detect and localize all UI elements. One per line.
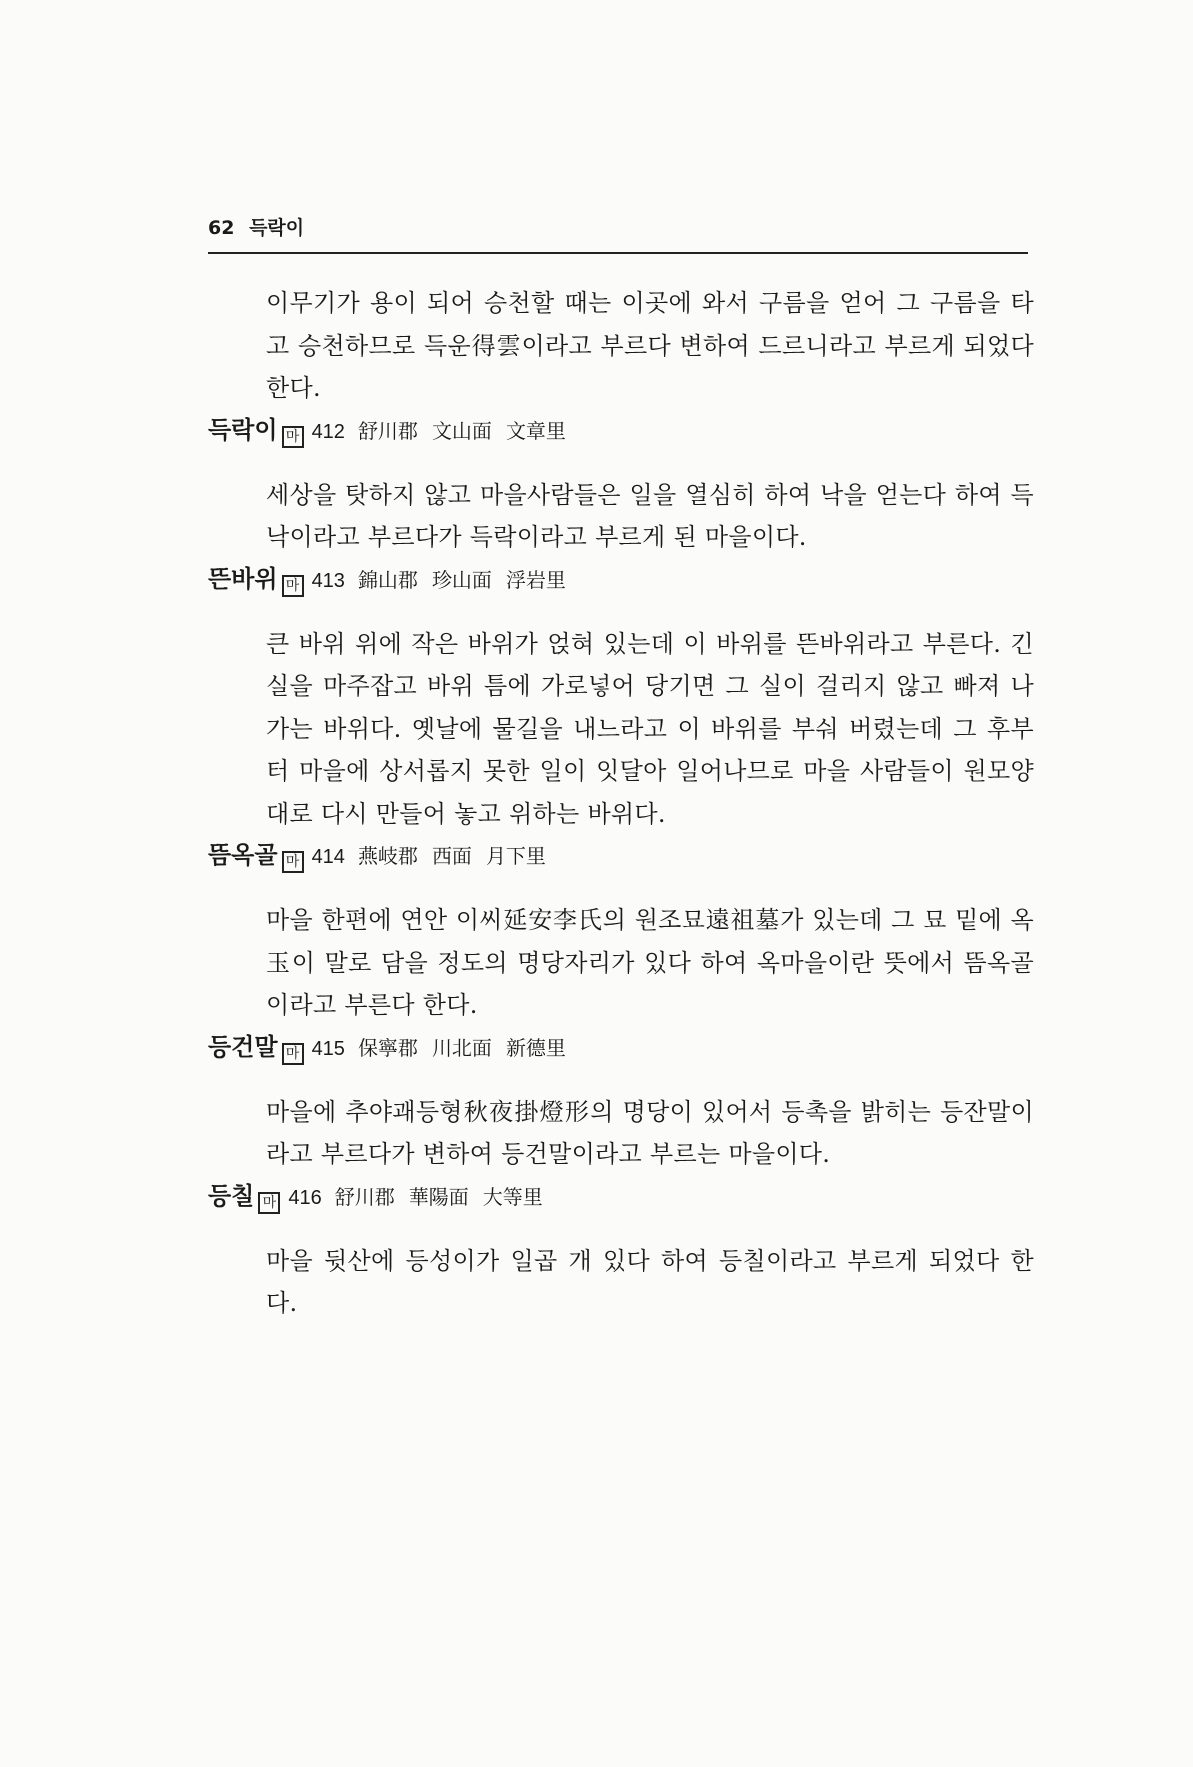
entry-text: 마을에 추야괘등형秋夜掛燈形의 명당이 있어서 등촉을 밝히는 등잔말이라고 부르다가 변하여 등건말이라고 부르는 마을이다. bbox=[266, 1097, 1034, 1168]
running-title: 득락이 bbox=[249, 217, 305, 239]
entry-number: 415 bbox=[311, 1037, 345, 1060]
continued-paragraph: 이무기가 용이 되어 승천할 때는 이곳에 와서 구름을 얻어 그 구름을 타고 승천하므로 득운得雲이라고 부르다 변하여 드르니라고 부르게 되었다 한다. bbox=[266, 289, 1034, 402]
village: 文章里 bbox=[505, 418, 566, 443]
village: 月下里 bbox=[485, 844, 546, 868]
entry-heading bbox=[208, 1027, 1034, 1067]
county: 錦山郡 bbox=[357, 567, 418, 592]
entry bbox=[208, 1027, 1034, 1176]
entry-number: 413 bbox=[311, 569, 345, 592]
village: 大等里 bbox=[482, 1184, 543, 1209]
entry-text: 마을 한편에 연안 이씨延安李氏의 원조묘遠祖墓가 있는데 그 묘 밑에 옥玉이 말로 담을 정도의 명당자리가 있다 하여 옥마을이란 뜻에서 뜸옥골이라고 부른다 한다. bbox=[266, 906, 1034, 1019]
entry bbox=[208, 559, 1034, 836]
entry-address bbox=[358, 419, 580, 443]
entry-text: 마을 뒷산에 등성이가 일곱 개 있다 하여 등칠이라고 부르게 되었다 한다. bbox=[266, 1246, 1034, 1317]
township: 華陽面 bbox=[408, 1184, 469, 1209]
entry-text: 세상을 탓하지 않고 마을사람들은 일을 열심히 하여 낙을 얻는다 하여 득낙이라고 부르다가 득락이라고 부르게 된 마을이다. bbox=[266, 480, 1034, 551]
village-badge: 마 bbox=[258, 1192, 280, 1214]
entry-address bbox=[335, 1185, 557, 1209]
entry-address bbox=[358, 1036, 580, 1060]
entry-number: 412 bbox=[311, 420, 345, 443]
village-badge: 마 bbox=[282, 851, 304, 873]
entry-heading bbox=[208, 1176, 1034, 1216]
entry-heading bbox=[208, 559, 1034, 599]
township: 西面 bbox=[431, 844, 472, 868]
entry-heading bbox=[208, 835, 1034, 875]
running-header bbox=[208, 212, 1028, 254]
township: 珍山面 bbox=[431, 567, 492, 592]
entry bbox=[208, 1176, 1034, 1325]
entry-heading bbox=[208, 410, 1034, 450]
township: 文山面 bbox=[431, 418, 492, 443]
county: 燕岐郡 bbox=[357, 844, 418, 868]
entry bbox=[208, 835, 1034, 1027]
entry bbox=[208, 410, 1034, 559]
entry-text: 큰 바위 위에 작은 바위가 얹혀 있는데 이 바위를 뜬바위라고 부른다. 긴 실을 마주잡고 바위 틈에 가로넣어 당기면 그 실이 걸리지 않고 빠져 나가는 바위다. 옛날에 물길을 내느라고 이 바위를 부숴 버렸는데 그 후부터 마을에 상서롭지 못한 일이 잇달아 일어나므로 마을 사람들이 원모양대로 다시 만들어 놓고 위하는 바위다. bbox=[266, 629, 1034, 828]
village: 浮岩里 bbox=[505, 567, 566, 592]
village-badge: 마 bbox=[282, 1043, 304, 1065]
village-badge: 마 bbox=[282, 575, 304, 597]
township: 川北面 bbox=[431, 1035, 492, 1060]
county: 舒川郡 bbox=[357, 418, 418, 443]
village: 新德里 bbox=[505, 1035, 566, 1060]
entry-term: 득락이 bbox=[208, 415, 278, 444]
entry-number: 414 bbox=[311, 846, 345, 868]
entry-term: 뜬바위 bbox=[208, 564, 278, 593]
entry-address bbox=[358, 844, 560, 868]
entry-number: 416 bbox=[288, 1186, 322, 1209]
page-body bbox=[208, 282, 1034, 1325]
village-badge: 마 bbox=[282, 426, 304, 448]
entry-term: 등칠 bbox=[208, 1181, 255, 1210]
page-number: 62 bbox=[208, 217, 235, 239]
county: 保寧郡 bbox=[357, 1035, 418, 1060]
entry-term: 등건말 bbox=[208, 1032, 278, 1061]
entry-term: 뜸옥골 bbox=[208, 841, 278, 869]
county: 舒川郡 bbox=[334, 1184, 395, 1209]
entry-address bbox=[358, 568, 580, 592]
